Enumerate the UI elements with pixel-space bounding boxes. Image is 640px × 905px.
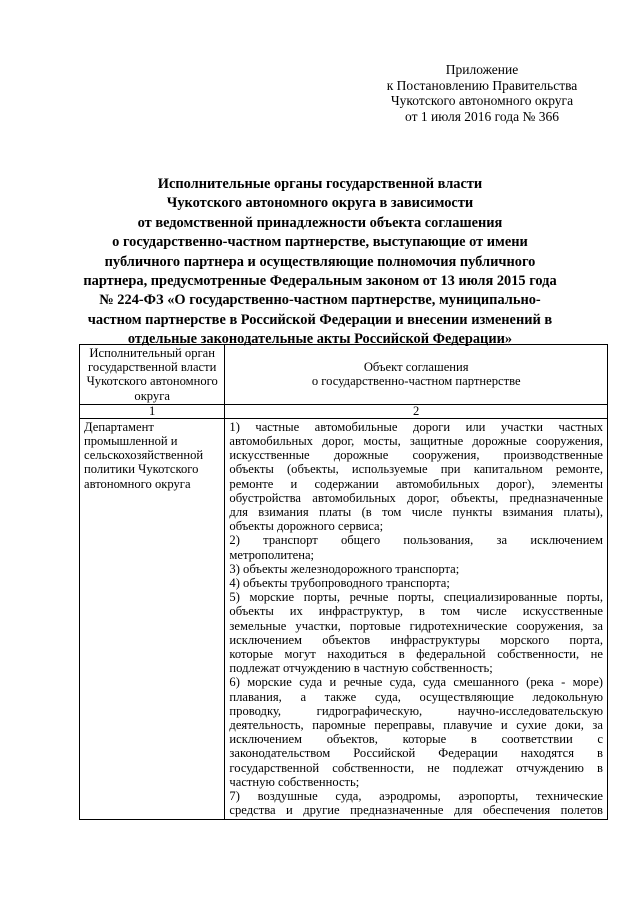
annex-line: к Постановлению Правительства (386, 77, 578, 93)
header-cell-object (225, 345, 608, 405)
title-line: № 224-ФЗ «О государственно-частном партнерстве, муниципально- (99, 292, 541, 309)
object-text-line: плавания, а также суда, осуществляющие ледокольную (229, 689, 603, 704)
object-text-line: которые могут находиться в федеральной собственности, не (229, 647, 603, 662)
title-line: Исполнительные органы государственной власти (157, 176, 483, 192)
title-line: о государственно-частном партнерстве, выступающие от имени (112, 234, 528, 251)
object-text-line: ремонте и содержании автомобильных дорог), элементы (229, 476, 603, 491)
object-text-line: объекты их инфраструктур, в том числе искусственные (229, 604, 603, 619)
object-text-line: проводку, гидрографическую, научно-исследовательскую (229, 703, 603, 718)
object-text-line: государственной собственности, не подлежат отчуждению в (229, 760, 603, 775)
object-text-line: искусственные дорожные сооружения, производственные (229, 448, 603, 463)
column-number-row (80, 404, 608, 418)
object-text-line: 3) объекты железнодорожного транспорта; (229, 561, 460, 576)
title-line: от ведомственной принадлежности объекта соглашения (137, 214, 503, 231)
object-text-line: законодательством Российской Федерации находятся в (229, 746, 603, 761)
header-cell-authority (80, 345, 225, 405)
annex-line: Чукотского автономного округа (390, 93, 574, 108)
table-row (80, 418, 608, 819)
objects-cell (225, 418, 608, 819)
object-text-line: частную собственность; (229, 774, 360, 789)
annex-line: Приложение (445, 62, 519, 77)
title-line: отдельные законодательные акты Российской Федерации» (127, 331, 513, 348)
column-number-1: 1 (80, 404, 225, 418)
annex-line: от 1 июля 2016 года № 366 (405, 108, 559, 124)
table-header-row (80, 345, 608, 405)
object-text-line: земельные участки, портовые гидротехнические сооружения, за (229, 618, 603, 633)
column-number-2: 2 (225, 404, 608, 418)
header-line: государственной власти (88, 360, 217, 375)
authority-line: автономного округа (84, 476, 191, 491)
title-line: партнера, предусмотренные Федеральным законом от 13 июля 2015 года (83, 273, 557, 290)
object-text-line: метрополитена; (229, 547, 315, 562)
document-title (70, 175, 570, 350)
object-text-line: деятельность, паромные переправы, плавучие и сухие доки, за (229, 718, 603, 733)
annex-block (372, 62, 592, 124)
object-text-line: 4) объекты трубопроводного транспорта; (229, 576, 450, 591)
header-line: о государственно-частном партнерстве (311, 374, 521, 389)
authority-line: политики Чукотского (84, 462, 199, 477)
header-line: Чукотского автономного (86, 374, 218, 389)
header-line: округа (134, 388, 170, 403)
title-line: Чукотского автономного округа в зависимости (166, 195, 474, 212)
object-text-line: для взимания платы (в том числе пункты взимания платы), (229, 505, 603, 520)
object-text-line: 5) морские порты, речные порты, специализированные порты, (229, 590, 603, 605)
object-text-line: 7) воздушные суда, аэродромы, аэропорты, технические (229, 789, 603, 804)
authority-line: Департамент (84, 419, 154, 434)
object-text-line: 6) морские суда и речные суда, суда смешанного (река - море) (229, 675, 603, 690)
authorities-table (79, 344, 608, 820)
header-line: Объект соглашения (363, 360, 469, 375)
object-text-line: 2) транспорт общего пользования, за исключением (229, 533, 603, 548)
title-line: частном партнерстве в Российской Федерации и внесении изменений в (87, 311, 553, 328)
authority-line: сельскохозяйственной (84, 448, 204, 463)
object-text-line: подлежат отчуждению в частную собственность; (229, 661, 493, 676)
title-line: публичного партнера и осуществляющие полномочия публичного (104, 253, 536, 270)
object-text-line: средства и другие предназначенные для обеспечения полетов (229, 803, 603, 818)
authority-line: промышленной и (84, 434, 178, 449)
object-text-line: 1) частные автомобильные дороги или участки частных (229, 419, 603, 434)
object-text-line: обустройства автомобильных дорог, объекты, предназначенные (229, 490, 603, 505)
object-text-line: автомобильных дорог, мосты, защитные дорожные сооружения, (229, 434, 603, 449)
header-line: Исполнительный орган (89, 346, 216, 360)
object-text-line: исключением объектов инфраструктуры морского порта, (229, 632, 603, 647)
object-text-line: объекты дорожного сервиса; (229, 519, 384, 534)
authority-cell (80, 418, 225, 819)
object-text-line: исключением объектов, которые в соответствии с (229, 732, 603, 747)
object-text-line: объекты (объекты, используемые при капитальном ремонте, (229, 462, 603, 477)
